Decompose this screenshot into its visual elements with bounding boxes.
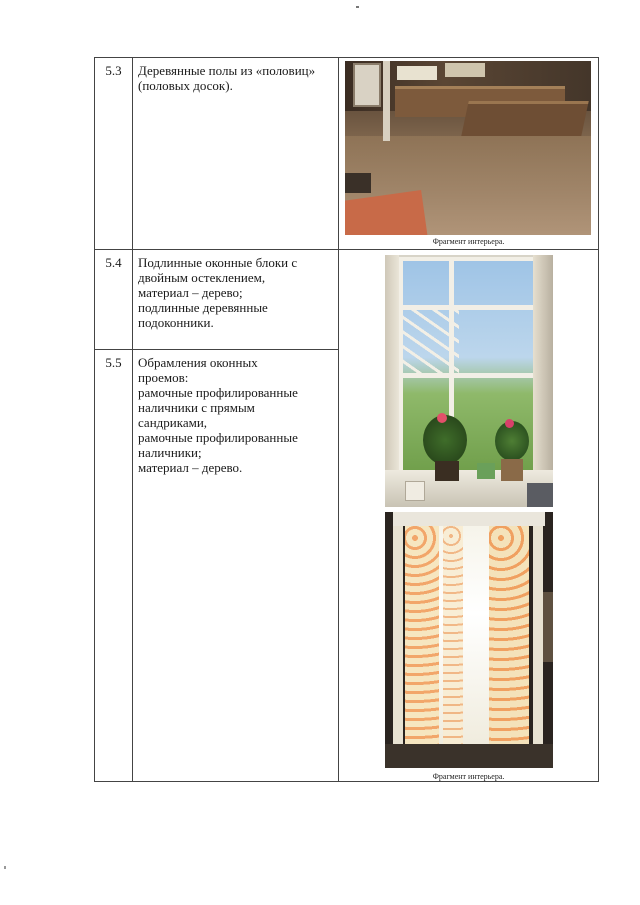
photo-caption: Фрагмент интерьера.	[432, 772, 505, 781]
row-description	[133, 350, 339, 782]
row-number: 5.3	[95, 58, 133, 250]
desc-line: сандриками,	[138, 415, 208, 430]
interior-floor-photo	[345, 61, 591, 235]
desc-line: проемов:	[138, 370, 189, 385]
window-photo	[385, 255, 553, 507]
desc-line: наличники;	[138, 445, 202, 460]
desc-line: наличники с прямым	[138, 400, 255, 415]
elements-table	[94, 57, 599, 782]
photo-caption: Фрагмент интерьера.	[432, 237, 505, 246]
desc-line: Обрамления оконных	[138, 355, 258, 370]
row-number: 5.4	[95, 250, 133, 350]
desc-line: подоконники.	[138, 315, 214, 330]
desc-line: рамочные профилированные	[138, 430, 298, 445]
desc-line: двойным остеклением,	[138, 270, 266, 285]
table-row	[95, 250, 599, 350]
desc-line: подлинные деревянные	[138, 300, 268, 315]
row-description	[133, 250, 339, 350]
desc-line: материал – дерево;	[138, 285, 243, 300]
desc-line: рамочные профилированные	[138, 385, 298, 400]
desc-line: Подлинные оконные блоки с	[138, 255, 298, 270]
curtained-window-photo	[385, 512, 553, 768]
scan-speck	[356, 6, 359, 8]
photo-cell	[339, 250, 599, 782]
photo-cell	[339, 58, 599, 250]
table-row	[95, 58, 599, 250]
scan-speck	[4, 866, 6, 869]
row-description	[133, 58, 339, 250]
desc-line: материал – дерево.	[138, 460, 243, 475]
desc-line: (половых досок).	[138, 78, 233, 93]
desc-line: Деревянные полы из «половиц»	[138, 63, 316, 78]
row-number: 5.5	[95, 350, 133, 782]
